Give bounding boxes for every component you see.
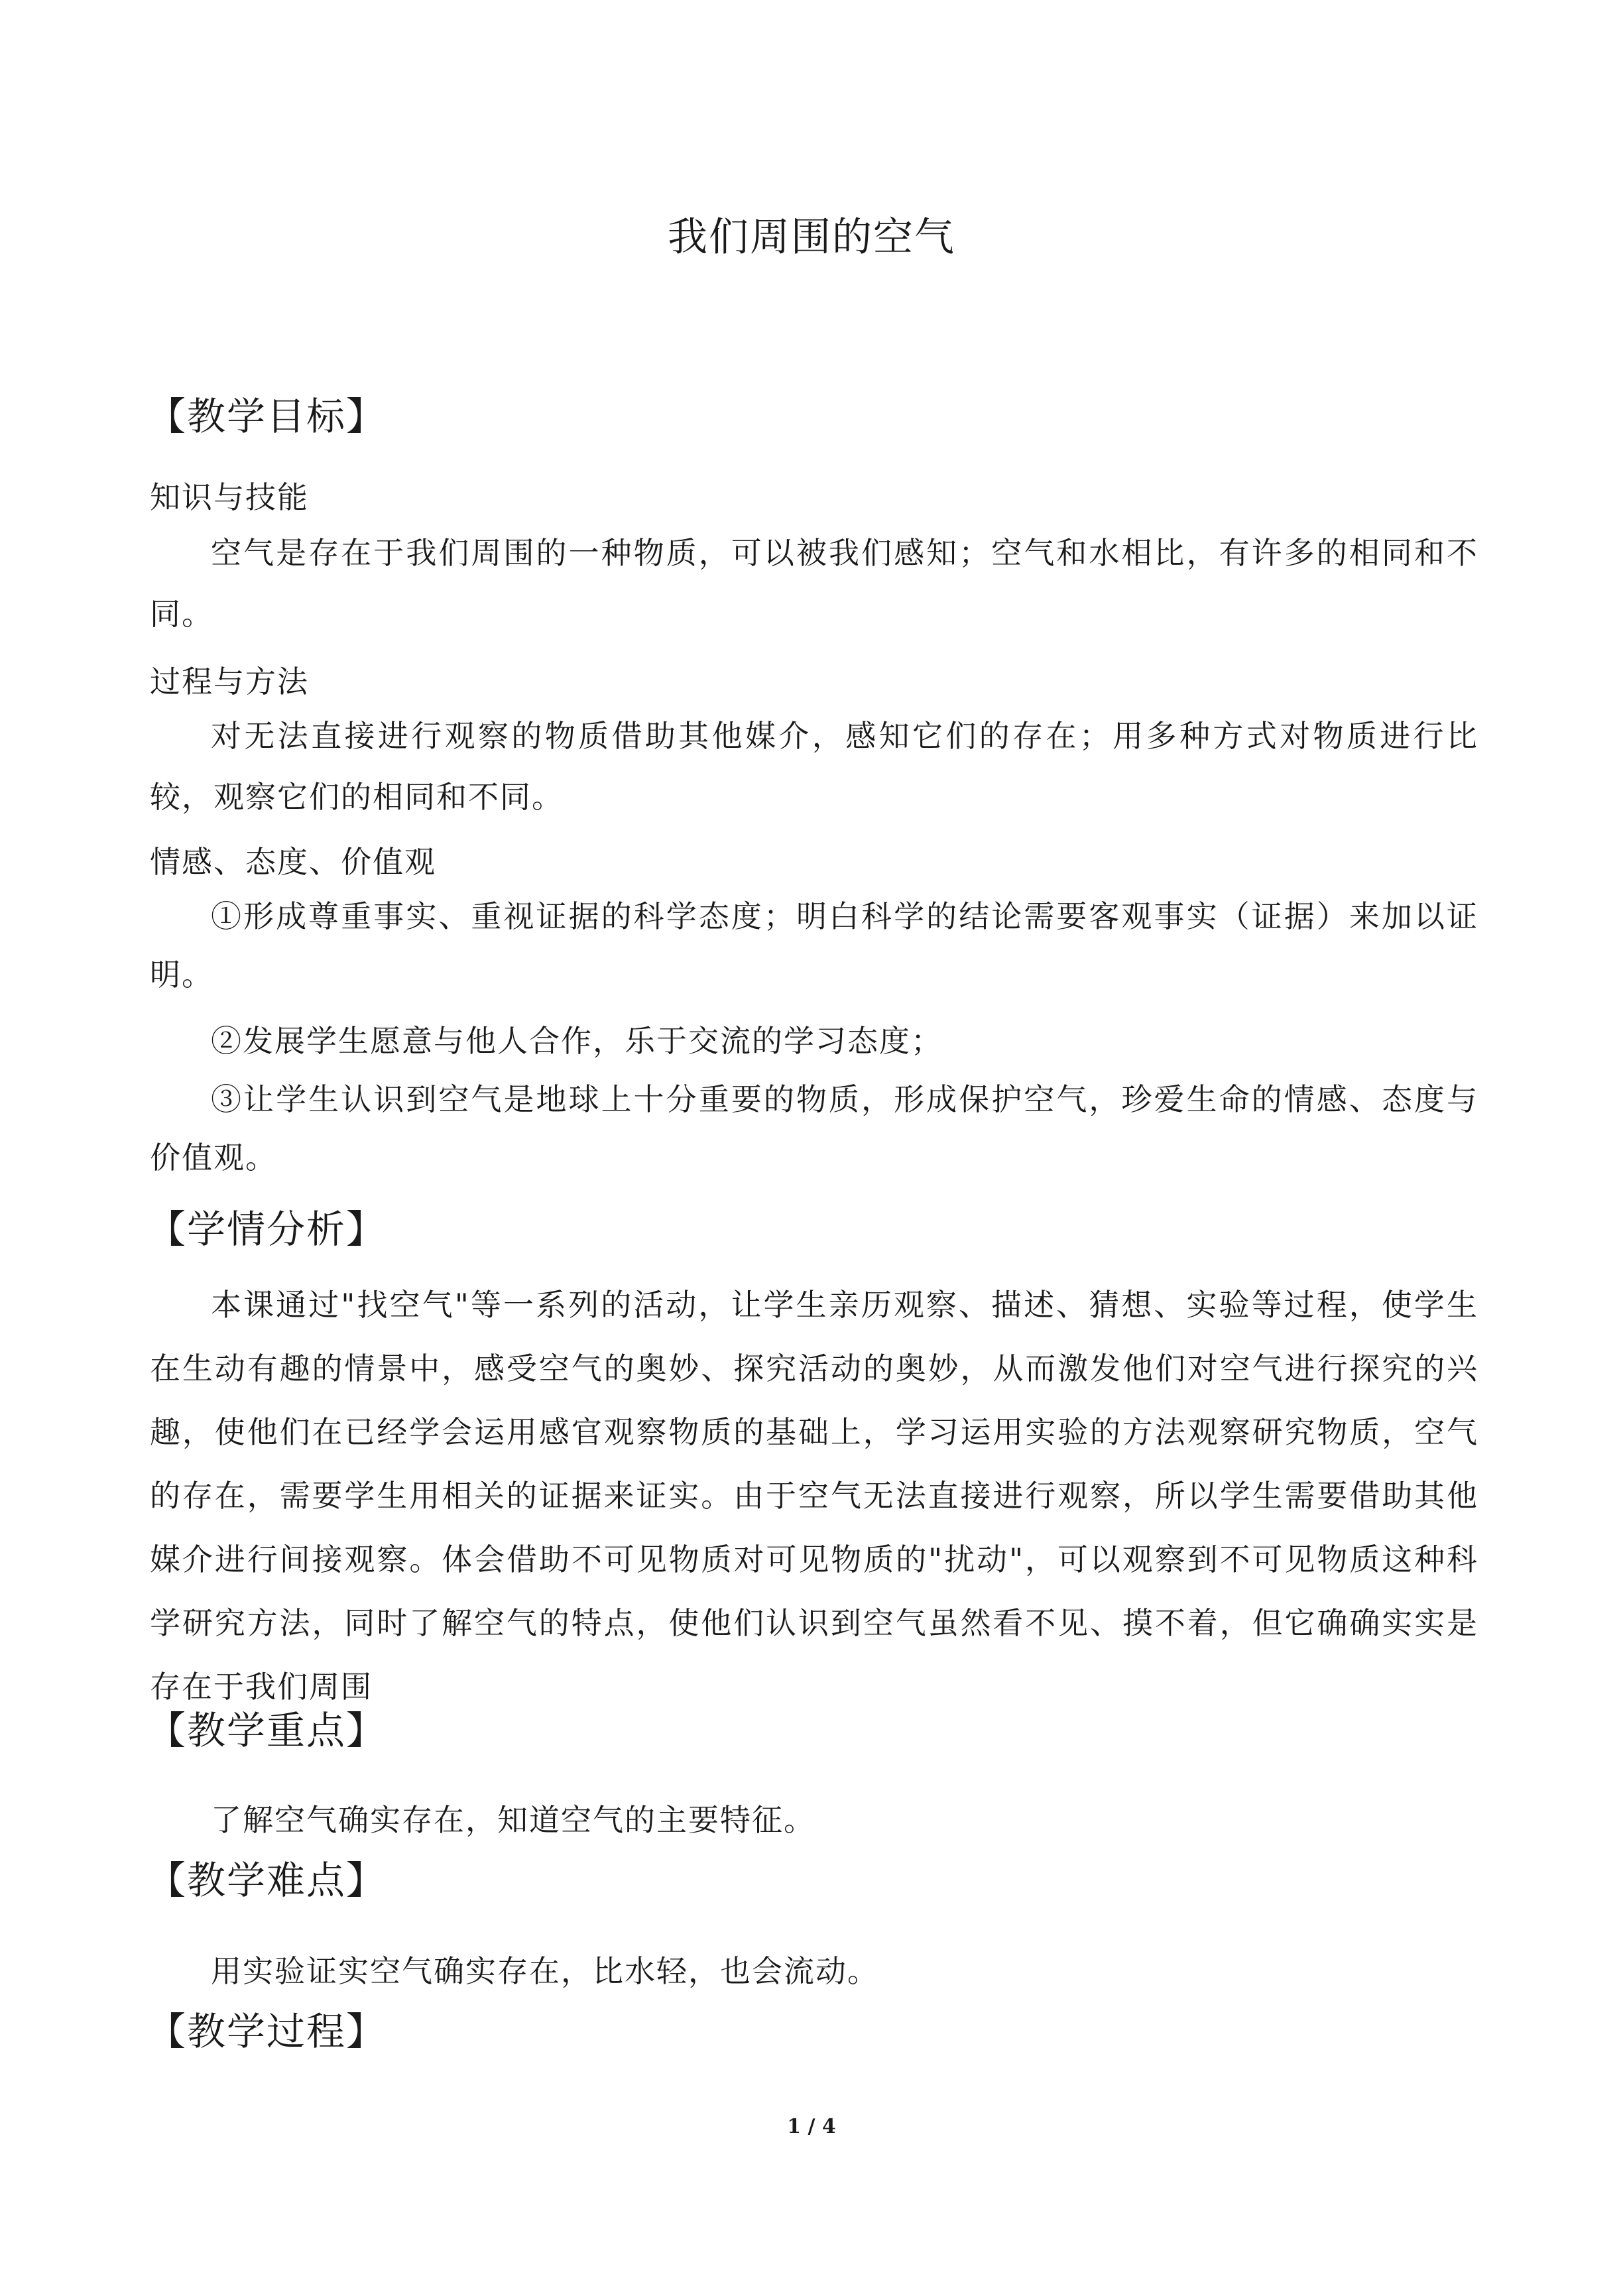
label-process: 过程与方法 xyxy=(150,664,309,699)
heading-key-points: 【教学重点】 xyxy=(147,1708,387,1753)
heading-difficulties: 【教学难点】 xyxy=(147,1858,387,1903)
label-knowledge: 知识与技能 xyxy=(150,479,309,515)
page-title: 我们周围的空气 xyxy=(668,214,955,261)
paragraph-difficulties: 用实验证实空气确实存在，比水轻，也会流动。 xyxy=(211,1953,879,1989)
paragraph-process: 对无法直接进行观察的物质借助其他媒介，感知它们的存在；用多种方式对物质进行比较，观察它们的相同和不同。 xyxy=(150,718,1478,815)
heading-analysis: 【学情分析】 xyxy=(147,1207,387,1252)
emotion-item-2: ②发展学生愿意与他人合作，乐于交流的学习态度； xyxy=(211,1023,943,1059)
heading-objectives: 【教学目标】 xyxy=(147,394,387,439)
label-emotion: 情感、态度、价值观 xyxy=(150,844,436,880)
paragraph-analysis: 本课通过"找空气"等一系列的活动，让学生亲历观察、描述、猜想、实验等过程，使学生在生动有趣的情景中，感受空气的奥妙、探究活动的奥妙，从而激发他们对空气进行探究的兴趣，使他们在已经学会运用感官观察物质的基础上，学习运用实验的方法观察研究物质，空气的存在，需要学生用相关的证据来证实。由于空气无法直接进行观察，所以学生需要借助其他媒介进行间接观察。体会借助不可见物质对可见物质的"扰动"，可以观察到不可见物质这种科学研究方法，同时了解空气的特点，使他们认识到空气虽然看不见、摸不着，但它确确实实是存在于我们周围 xyxy=(150,1287,1478,1705)
page-number: 1 / 4 xyxy=(787,2115,836,2138)
emotion-item-1: ①形成尊重事实、重视证据的科学态度；明白科学的结论需要客观事实（证据）来加以证明。 xyxy=(150,898,1478,993)
paragraph-knowledge: 空气是存在于我们周围的一种物质，可以被我们感知；空气和水相比，有许多的相同和不同。 xyxy=(150,535,1478,632)
paragraph-key-points: 了解空气确实存在，知道空气的主要特征。 xyxy=(211,1802,815,1838)
emotion-item-3: ③让学生认识到空气是地球上十分重要的物质，形成保护空气，珍爱生命的情感、态度与价值观。 xyxy=(150,1081,1478,1176)
heading-process: 【教学过程】 xyxy=(147,2009,387,2054)
